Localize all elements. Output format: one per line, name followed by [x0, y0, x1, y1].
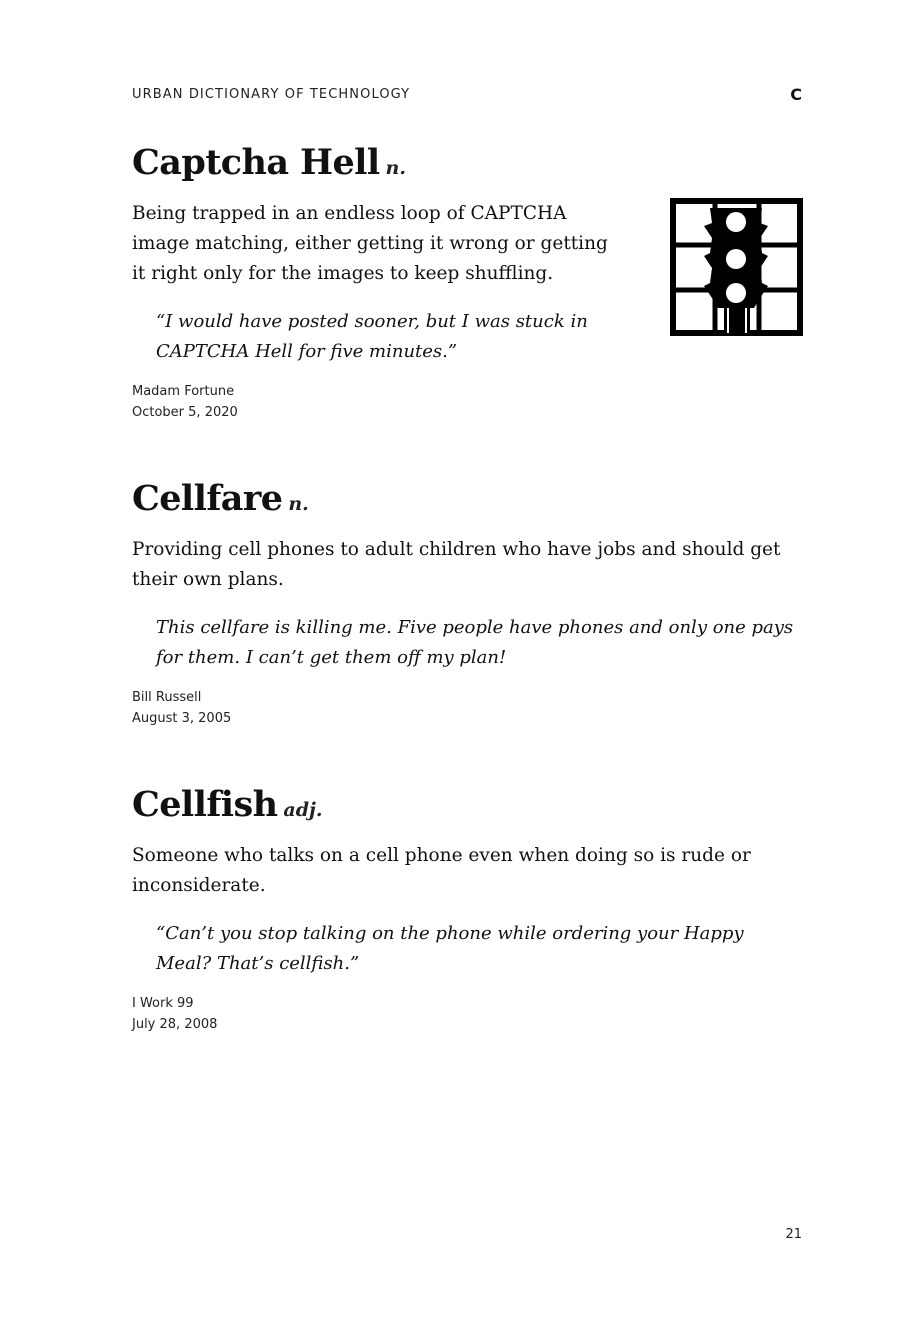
usage-example: “I would have posted sooner, but I was stuck in CAPTCHA Hell for five minutes.” [156, 311, 588, 362]
entry-author: I Work 99 [132, 996, 194, 1011]
captcha-grid-traffic-light-icon [670, 198, 803, 336]
entry-heading [132, 783, 802, 827]
definition: Being trapped in an endless loop of CAPTCHA image matching, either getting it wrong or getting it right only for the images to keep shuffling. [132, 203, 608, 284]
entry-date: July 28, 2008 [132, 1017, 218, 1032]
usage-example: This cellfare is killing me. Five people have phones and only one pays for them. I can’t get them off my plan! [156, 617, 794, 668]
section-letter: C [790, 85, 802, 104]
dictionary-entry-cellfish [132, 783, 802, 1035]
entry-author: Madam Fortune [132, 384, 235, 399]
headword: Cellfare [132, 478, 283, 519]
running-header [132, 87, 802, 107]
entry-date: October 5, 2020 [132, 405, 238, 420]
part-of-speech: n. [385, 157, 406, 179]
book-title: URBAN DICTIONARY OF TECHNOLOGY [132, 87, 411, 102]
entry-author: Bill Russell [132, 690, 202, 705]
entry-heading [132, 477, 802, 521]
page-number: 21 [785, 1227, 802, 1242]
dictionary-entry-cellfare [132, 477, 802, 729]
definition: Providing cell phones to adult children who have jobs and should get their own plans. [132, 539, 781, 590]
definition: Someone who talks on a cell phone even when doing so is rude or inconsiderate. [132, 845, 751, 896]
entry-heading [132, 141, 802, 185]
headword: Captcha Hell [132, 142, 380, 183]
headword: Cellfish [132, 784, 278, 825]
part-of-speech: adj. [283, 799, 323, 821]
usage-example: “Can’t you stop talking on the phone while ordering your Happy Meal? That’s cellfish.” [156, 923, 744, 974]
entry-date: August 3, 2005 [132, 711, 232, 726]
part-of-speech: n. [288, 493, 309, 515]
